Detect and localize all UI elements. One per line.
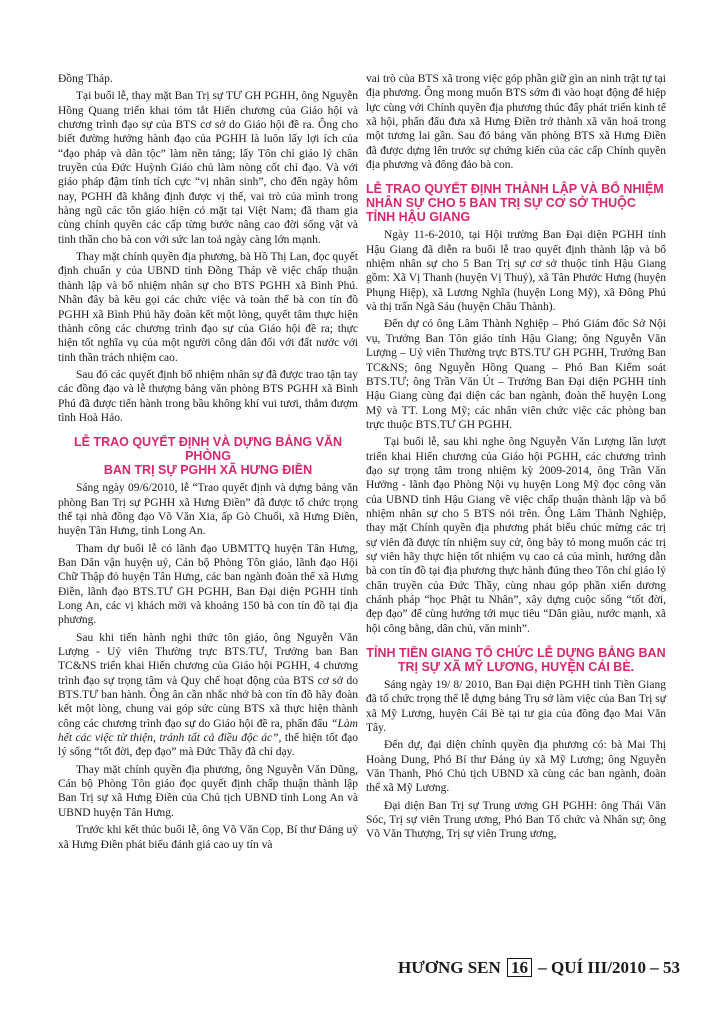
paragraph: Tại buổi lễ, thay mặt Ban Trị sự TƯ GH PGHH, ông Nguyễn Hồng Quang triển khai tóm tắt Hiến chương của Giáo hội và chương trình đạo sự của BTS cơ sở do Giáo hội đề ra. Ông cho biết đường hướng hành đạo của PGHH là luôn lấy lợi ích của “đạo pháp và dân tộc” làm nền tảng; lấy Tôn chỉ giáo lý chân truyền của Đức Huỳnh Giáo chủ làm nòng cốt chỉ đạo. Và với giáo pháp đậm tính tích cực “vị nhân sinh”, cho đến ngày hôm nay, PGHH đã khẳng định được vị thế, vai trò của mình trong hàng ngũ các tôn giáo hiện có mặt tại Việt Nam; đã tham gia cùng chính quyền các cấp từng bước nâng cao đời sống vật và tinh thần cho bà con với sức lan toả ngày càng lớn mạnh. <box>58 90 358 246</box>
paragraph: Thay mặt chính quyền địa phương, bà Hồ Thị Lan, đọc quyết định chuẩn y của UBND tỉnh Đồng Tháp về việc chấp thuận thành lập và bổ nhiệm nhân sự cho BTS PGHH xã Bình Phú. Nhân đây bà kêu gọi các chức việc và toàn thể bà con tín đồ PGHH xã Bình Phú hãy đoàn kết một lòng, quyết tâm thực hiện thành công các chương trình đạo sự của Giáo hội đề ra; thực hiện tốt nghĩa vụ của một người công dân đối với đất nước với tinh thần trách nhiệm cao. <box>58 251 358 364</box>
magazine-name: HƯƠNG SEN <box>398 958 501 977</box>
paragraph: Đồng Tháp. <box>58 73 113 85</box>
quote: “Làm hết các việc từ thiện, tránh tất cả điều độc ác”, <box>58 717 358 745</box>
section-heading-hung-dien <box>58 435 358 477</box>
paragraph: Đến dự, đại diện chính quyền địa phương có: bà Mai Thị Hoàng Dung, Phó Bí thư Đảng ủy xã Mỹ Lương; ông Nguyễn Văn Thanh, Phó Chủ tịch UBND xã cùng các ban ngành, đoàn thể xã Mỹ Lương. <box>366 739 666 795</box>
paragraph: Tại buổi lễ, sau khi nghe ông Nguyễn Văn Lượng lần lượt triển khai Hiến chương của Giáo hội PGHH, các chương trình đạo sự trọng tâm trong nhiệm kỳ 2009-2014, ông Trần Văn Hưởng - lãnh đạo Phòng Nội vụ huyện Long Mỹ đọc công văn của UBND tỉnh Hậu Giang về việc chấp thuận thành lập và bổ nhiệm nhân sự cho 5 BTS nói trên. Ông Lâm Thành Nghiệp, thay mặt Chính quyền địa phương phát biểu chúc mừng các trị sự viên đã được tín nhiệm suy cử, ông bày tỏ mong muốn các trị sự viên hãy thực hiện tốt nhiệm vụ cao cả của mình, hướng dẫn bà con tín đồ tại địa phương thực hành đúng theo Tôn chỉ giáo lý chân truyền của Đức Thầy, cùng nhau góp phần xiển dương chánh pháp “học Phật tu Nhân”, xây dựng cuộc sống “tốt đời, đẹp đạo” để cùng hướng tới mục tiêu “Dân giàu, nước mạnh, xã hội công bằng, dân chủ, văn minh”. <box>366 436 666 635</box>
right-column <box>366 72 666 845</box>
paragraph: Trước khi kết thúc buổi lễ, ông Võ Văn Cọp, Bí thư Đảng uỷ xã Hưng Điền phát biểu đánh giá cao uy tín và <box>58 824 358 851</box>
heading-line: LỄ TRAO QUYẾT ĐỊNH VÀ DỰNG BẢNG VĂN PHÒNG <box>73 435 343 464</box>
paragraph: Sáng ngày 09/6/2010, lễ “Trao quyết định và dựng bảng văn phòng Ban Trị sự PGHH xã Hưng Điền” đã được tổ chức trọng thể tại nhà đồng đạo Võ Văn Xia, ấp Gò Chuối, xã Hưng Điền, huyện Tân Hưng, tỉnh Long An. <box>58 482 358 538</box>
text-run: thể hiện tốt đạo lý sống “tốt đời, đẹp đạo” mà Đức Thầy đã chỉ dạy. <box>58 732 359 759</box>
section-heading-tien-giang: TỈNH TIỀN GIANG TỔ CHỨC LỄ DỰNG BẢNG BAN TRỊ SỰ XÃ MỸ LƯƠNG, HUYỆN CÁI BÈ. <box>366 646 666 675</box>
paragraph: Thay mặt chính quyền địa phương, ông Nguyễn Văn Dũng, Cán bộ Phòng Tôn giáo đọc quyết định chấp thuận thành lập Ban Trị sự xã Hưng Điền của Chủ tịch UBND tỉnh Long An và UBND huyện Tân Hưng. <box>58 763 358 819</box>
paragraph: Ngày 11-6-2010, tại Hội trường Ban Đại diện PGHH tỉnh Hậu Giang đã diễn ra buổi lễ trao quyết định thành lập và bổ nhiệm nhân sự cho 5 Ban Trị sự cơ sở thuộc tỉnh Hậu Giang gồm: Xã Vị Thanh (huyện Vị Thuỷ), xã Tân Phước Hưng (huyện Phụng Hiệp), xã Lương Nghĩa (huyện Long Mỹ), xã Đông Phú và thị trấn Ngã Sáu (huyện Châu Thành). <box>366 229 666 314</box>
paragraph: Sáng ngày 19/ 8/ 2010, Ban Đại diện PGHH tỉnh Tiền Giang đã tổ chức trọng thể lễ dựng bảng Trụ sở làm việc của Ban Trị sự xã Mỹ Lương, huyện Cái Bè tại tư gia của đồng đạo Mai Văn Tây. <box>366 679 666 735</box>
issue-period: – QUÍ III/2010 – <box>538 958 659 977</box>
heading-line: BAN TRỊ SỰ PGHH XÃ HƯNG ĐIỀN <box>103 463 313 478</box>
paragraph: Đến dự có ông Lâm Thành Nghiệp – Phó Giám đốc Sở Nội vụ, Trưởng Ban Tôn giáo tỉnh Hậu Giang; ông Nguyễn Văn Lượng – Uỷ viên Thường trực BTS.TƯ GH PGHH, Trưởng Ban TC&NS; ông Nguyễn Hồng Quang – Phó Ban Kiểm soát BTS.TƯ; ông Trần Văn Út – Trưởng Ban Đại diện PGHH tỉnh Hậu Giang cùng đại diện các ban ngành, đoàn thể huyện Long Mỹ và TT. Long Mỹ; các nhân viên chức việc các phòng ban trực thuộc BTS.TƯ GH PGHH. <box>366 318 666 431</box>
page-footer <box>398 958 680 978</box>
left-column <box>58 72 358 855</box>
paragraph: vai trò của BTS xã trong việc góp phần giữ gìn an ninh trật tự tại địa phương. Ông mong muốn BTS sớm đi vào hoạt động để hiệp lực cùng với Chính quyền địa phương thúc đẩy phát triển kinh tế xã hội, phấn đấu đưa xã Hưng Điền trở thành xã văn hoá trong một tương lai gần. Sau đó bảng văn phòng BTS xã Hưng Điền đã được dựng lên trước sự chứng kiến của các cấp Chính quyền địa phương và đông đảo bà con. <box>366 73 666 172</box>
paragraph: Sau đó các quyết định bổ nhiệm nhân sự đã được trao tận tay các đồng đạo và lễ thượng bảng văn phòng BTS PGHH xã Bình Phú đã được tiến hành trong bầu không khí vui tươi, thắm đượm tình Hoà Hảo. <box>58 368 358 424</box>
paragraph <box>58 631 358 760</box>
issue-number: 16 <box>507 958 532 977</box>
section-heading-hau-giang: LỄ TRAO QUYẾT ĐỊNH THÀNH LẬP VÀ BỔ NHIỆM NHÂN SỰ CHO 5 BAN TRỊ SỰ CƠ SỞ THUỘC TỈNH HẬU GIANG <box>366 182 664 225</box>
paragraph: Tham dự buổi lễ có lãnh đạo UBMTTQ huyện Tân Hưng, Ban Dân vận huyện uỷ, Cán bộ Phòng Tôn giáo, lãnh đạo Hội Chữ Thập đỏ huyện Tân Hưng, các ban ngành đoàn thể xã Hưng Điền, lãnh đạo BTS.TƯ GH PGHH, Ban Đại diện PGHH tỉnh Long An, các vị khách mời và khoảng 150 bà con tín đồ tại địa phương. <box>58 542 358 627</box>
paragraph: Đại diện Ban Trị sự Trung ương GH PGHH: ông Thái Văn Sóc, Trị sự viên Trung ương, Phó Ban Tổ chức và Nhân sự; ông Võ Văn Thượng, Trị sự viên Trung ương, <box>366 799 666 841</box>
text-run: Sau khi tiến hành nghi thức tôn giáo, ông Nguyễn Văn Lượng - Uỷ viên Thường trực BTS.TƯ, Trưởng ban Ban TC&NS triển khai Hiến chương của Giáo hội PGHH, 4 chương trình đạo sự trọng tâm và Quy chế hoạt động của BTS cơ sở do BTS.TƯ ban hành. Ông ân cần nhắc nhở bà con tín đồ hãy đoàn kết một lòng, chung vai góp sức cùng BTS xã thực hiện thành công các chương trình đạo sự do Giáo hội đề ra, phấn đấu <box>58 631 358 730</box>
page-number: 53 <box>662 958 680 977</box>
